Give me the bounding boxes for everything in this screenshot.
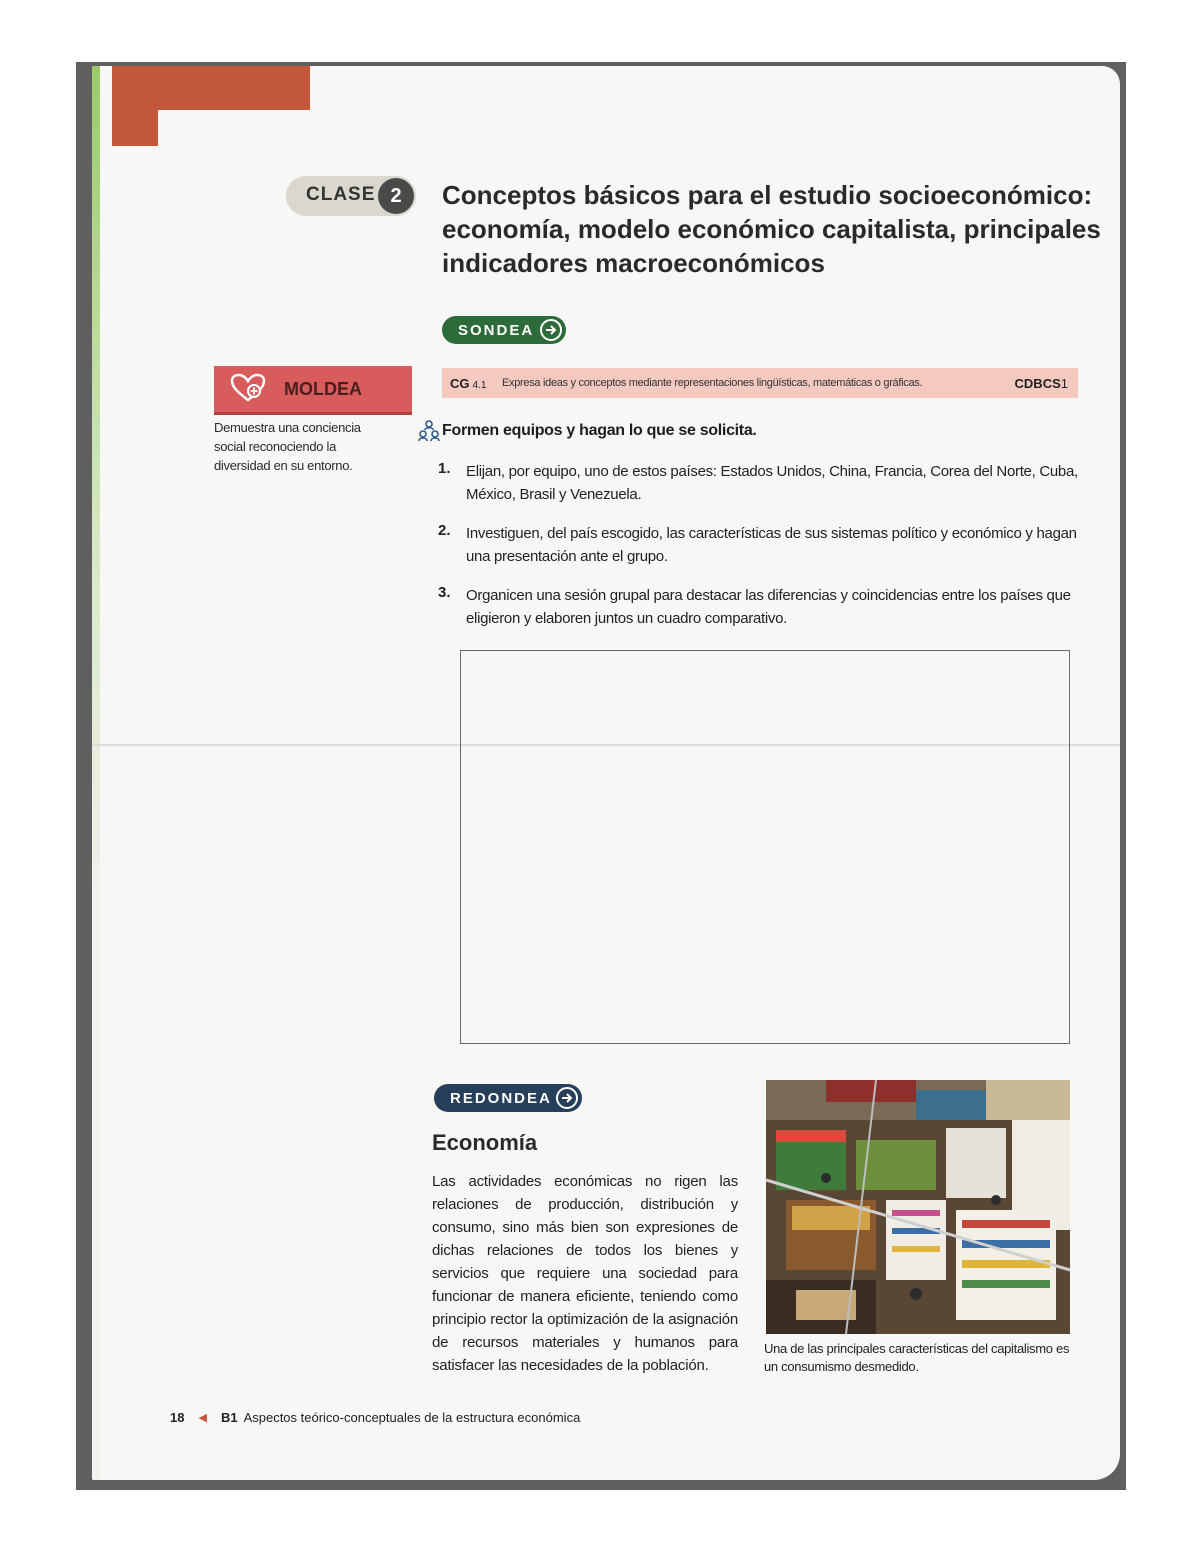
cdbc-code: CDBCS1 <box>1014 376 1068 391</box>
step-text: Organicen una sesión grupal para destacar las diferencias y coincidencias entre los países que eligieron y elaboren juntos un cuadro comparativo. <box>466 587 1071 627</box>
sondea-label: SONDEA <box>458 321 535 339</box>
competence-bar <box>442 368 1078 398</box>
step-text: Elijan, por equipo, uno de estos países: Estados Unidos, China, Francia, Corea del Norte, Cuba, México, Brasil y Venezuela. <box>466 463 1078 503</box>
class-label: CLASE <box>306 184 376 205</box>
step-number: 3. <box>438 584 451 601</box>
moldea-badge <box>214 366 412 415</box>
team-icon <box>418 420 440 447</box>
page-number: 18 <box>170 1410 185 1425</box>
page-footer <box>170 1410 580 1425</box>
activity-instruction: Formen equipos y hagan lo que se solicita. <box>442 422 757 439</box>
list-item <box>438 460 1078 506</box>
heart-plus-icon <box>230 373 266 408</box>
market-photo <box>766 1080 1070 1334</box>
moldea-description: Demuestra una conciencia social reconociendo la diversidad en su entorno. <box>214 420 361 473</box>
triangle-left-icon: ◀ <box>198 1412 207 1424</box>
block-label: B1 <box>220 1410 238 1425</box>
redondea-badge <box>434 1084 582 1112</box>
class-badge <box>286 176 416 216</box>
competence-code: CG 4.1 <box>450 376 487 391</box>
photo-caption: Una de las principales características del capitalismo es un consumismo desmedido. <box>764 1341 1070 1374</box>
step-number: 1. <box>438 460 451 477</box>
economia-body: Las actividades económicas no rigen las relaciones de producción, distribución y consumo, sino más bien son expresiones de dichas relaciones de todos los bienes y servicios que requiere una sociedad para funcionar de manera eficiente, teniendo como principio rector la optimización de la asignación de recursos materiales y humanos para satisfacer las necesidades de la población. <box>432 1173 738 1374</box>
footer-title: Aspectos teórico-conceptuales de la estructura económica <box>243 1410 581 1425</box>
step-text: Investiguen, del país escogido, las características de sus sistemas político y económico y hagan una presentación ante el grupo. <box>466 525 1077 565</box>
list-item <box>438 522 1078 568</box>
page-title: Conceptos básicos para el estudio socioeconómico: economía, modelo económico capitalista, principales indicadores macroeconómicos <box>442 180 1101 278</box>
corner-accent-tab <box>112 66 158 146</box>
answer-box[interactable] <box>460 650 1070 1044</box>
sondea-badge <box>442 316 566 344</box>
arrow-right-circle-icon <box>556 1087 578 1109</box>
textbook-page <box>92 66 1120 1480</box>
moldea-label: MOLDEA <box>284 379 362 399</box>
economia-heading: Economía <box>432 1130 538 1155</box>
list-item <box>438 584 1078 630</box>
step-number: 2. <box>438 522 451 539</box>
page-edge <box>92 66 100 1480</box>
competence-text: Expresa ideas y conceptos mediante representaciones lingüísticas, matemáticas o gráficas. <box>502 377 923 389</box>
arrow-right-circle-icon <box>540 319 562 341</box>
class-number: 2 <box>378 178 414 214</box>
redondea-label: REDONDEA <box>450 1089 552 1107</box>
activity-steps <box>438 460 1078 646</box>
